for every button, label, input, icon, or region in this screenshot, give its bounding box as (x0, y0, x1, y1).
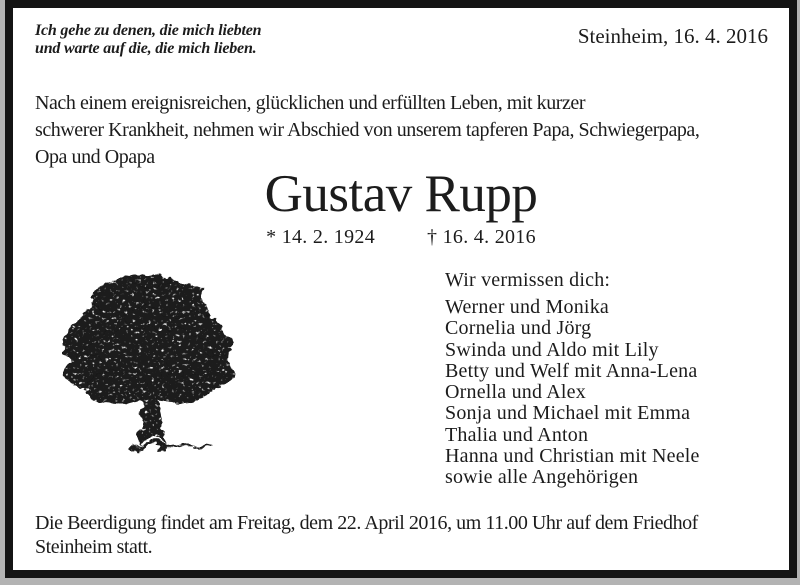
mourner-line: Swinda und Aldo mit Lily (445, 338, 659, 361)
intro-paragraph (35, 90, 780, 171)
epitaph-quote-line: Ich gehe zu denen, die mich liebten (35, 22, 262, 39)
funeral-line: Die Beerdigung findet am Freitag, dem 22. April 2016, um 11.00 Uhr auf dem Friedhof (35, 512, 698, 534)
mourner-line: sowie alle Angehörigen (445, 466, 639, 489)
deceased-name: Gustav Rupp (264, 165, 538, 223)
tree-engraving-icon (62, 270, 236, 456)
obituary-notice (5, 0, 797, 578)
intro-line: schwerer Krankheit, nehmen wir Abschied von unserem tapferen Papa, Schwiegerpapa, (35, 119, 700, 141)
birth-date: * 14. 2. 1924 (266, 226, 375, 248)
mourner-line: Betty und Welf mit Anna-Lena (445, 359, 698, 382)
funeral-info (35, 511, 785, 559)
mourner-line: Hanna und Christian mit Neele (445, 445, 700, 468)
mourners-section (445, 268, 775, 489)
intro-line: Nach einem ereignisreichen, glücklichen und erfüllten Leben, mit kurzer (35, 92, 586, 114)
mourner-line: Sonja und Michael mit Emma (445, 402, 691, 425)
place-dateline: Steinheim, 16. 4. 2016 (577, 24, 768, 48)
mourner-line: Cornelia und Jörg (445, 317, 592, 340)
death-date: † 16. 4. 2016 (427, 226, 536, 248)
life-dates (13, 225, 789, 249)
mourner-line: Ornella und Alex (445, 381, 586, 404)
intro-line: Opa und Opapa (35, 146, 155, 168)
mourner-line: Werner und Monika (445, 296, 609, 318)
notice-header (35, 22, 768, 57)
funeral-line: Steinheim statt. (35, 536, 153, 558)
mourner-line: Thalia und Anton (445, 423, 589, 446)
mourners-list (445, 297, 775, 489)
epitaph-quote (35, 22, 261, 57)
mourners-heading: Wir vermissen dich: (445, 269, 611, 291)
epitaph-quote-line: und warte auf die, die mich lieben. (35, 39, 257, 57)
